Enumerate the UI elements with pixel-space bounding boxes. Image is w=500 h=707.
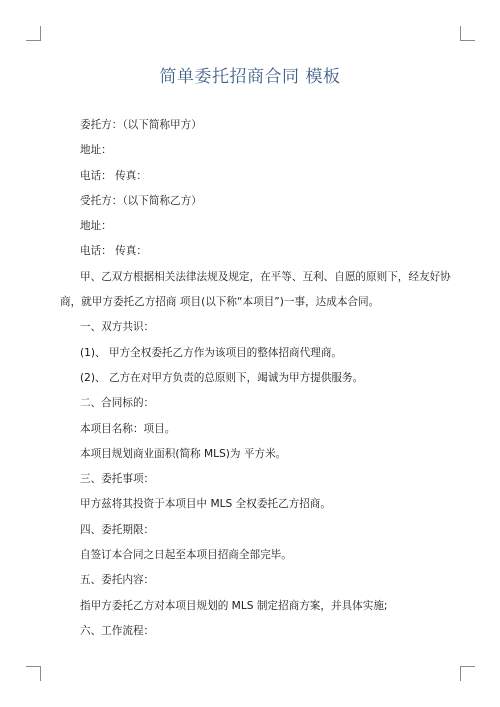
paragraph-preamble-line-2: 商，就甲方委托乙方招商 项目(以下称“本项目”)一事，达成本合同。 <box>60 296 380 309</box>
paragraph-client: 委托方：（以下简称甲方） <box>80 119 202 131</box>
section-heading-entrusted-matters: 三、委托事项： <box>80 473 155 486</box>
document-body <box>60 113 451 644</box>
corner-mark-bottom-left <box>26 666 41 681</box>
document-title: 简单委托招商合同 模板 <box>159 67 341 87</box>
section-heading-subject: 二、合同标的： <box>80 397 155 410</box>
paragraph-agent-address: 地址： <box>80 220 112 233</box>
section-heading-workflow: 六、工作流程： <box>80 624 155 637</box>
paragraph-client-phone: 电话： 传真： <box>80 169 147 182</box>
corner-mark-top-right <box>460 26 475 41</box>
clause-term: 自签订本合同之日起至本项目招商全部完毕。 <box>80 549 292 562</box>
clause-project-name: 本项目名称：项目。 <box>80 422 176 435</box>
clause-consensus-1: (1)、 甲方全权委托乙方作为该项目的整体招商代理商。 <box>80 346 343 359</box>
corner-mark-bottom-right <box>460 666 475 681</box>
corner-mark-top-left <box>26 26 41 41</box>
clause-entrusted-matters: 甲方兹将其投资于本项目中 MLS 全权委托乙方招商。 <box>80 498 331 511</box>
clause-content: 指甲方委托乙方对本项目规划的 MLS 制定招商方案，并具体实施; <box>80 599 388 612</box>
clause-consensus-2: (2)、 乙方在对甲方负责的总原则下，竭诚为甲方提供服务。 <box>80 371 364 384</box>
paragraph-preamble-line-1: 甲、乙双方根据相关法律法规及规定，在平等、互利、自愿的原则下，经友好协 <box>80 270 451 283</box>
section-heading-consensus: 一、双方共识： <box>80 321 155 334</box>
section-heading-term: 四、委托期限： <box>80 523 155 536</box>
paragraph-agent: 受托方：（以下简称乙方） <box>80 194 202 207</box>
paragraph-agent-phone: 电话： 传真： <box>80 245 147 258</box>
clause-project-area: 本项目规划商业面积(简称 MLS)为 平方米。 <box>80 447 287 460</box>
section-heading-content: 五、委托内容： <box>80 574 155 587</box>
paragraph-client-address: 地址： <box>80 144 112 157</box>
